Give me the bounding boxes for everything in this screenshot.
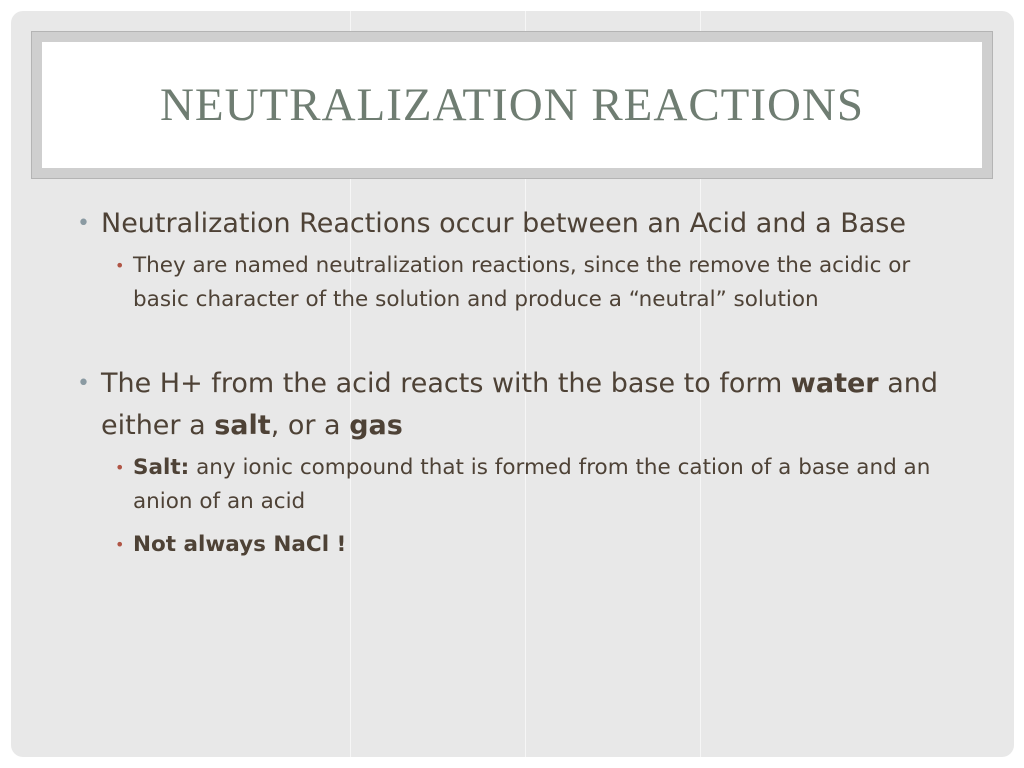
bullet-item	[73, 363, 963, 447]
sub-bullet-item	[73, 249, 963, 317]
bullet-text: Neutralization Reactions occur between an Acid and a Base	[101, 208, 906, 239]
sub-bullet-item	[73, 528, 963, 562]
bullet-dot-small-icon: •	[115, 458, 125, 477]
bold-term-water: water	[790, 368, 879, 399]
sub-bullet-text: They are named neutralization reactions, since the remove the acidic or basic character of the solution and produce a “neutral” solution	[133, 253, 911, 312]
bullet-dot-icon: •	[77, 371, 90, 396]
slide-title: NEUTRALIZATION REACTIONS	[159, 79, 865, 131]
bold-term-salt: salt	[214, 410, 271, 441]
title-box	[42, 42, 982, 168]
slide	[11, 11, 1014, 757]
bullet-dot-small-icon: •	[115, 256, 125, 275]
bullet-dot-small-icon: •	[115, 535, 125, 554]
bullet-text-part: and either a	[101, 368, 938, 441]
sub-bullet-item	[73, 451, 963, 519]
bullet-dot-icon: •	[77, 211, 90, 236]
sub-bullet-text: any ionic compound that is formed from the cation of a base and an anion of an acid	[133, 455, 931, 514]
bold-term-gas: gas	[349, 410, 403, 441]
slide-body	[73, 203, 963, 562]
bullet-item	[73, 203, 963, 245]
title-frame	[31, 31, 993, 179]
bullet-text-part: The H+ from the acid reacts with the base to form	[101, 368, 791, 399]
bullet-text-part: , or a	[270, 410, 350, 441]
sub-bullet-label: Salt:	[133, 455, 190, 480]
sub-bullet-label: Not always NaCl !	[133, 532, 347, 557]
